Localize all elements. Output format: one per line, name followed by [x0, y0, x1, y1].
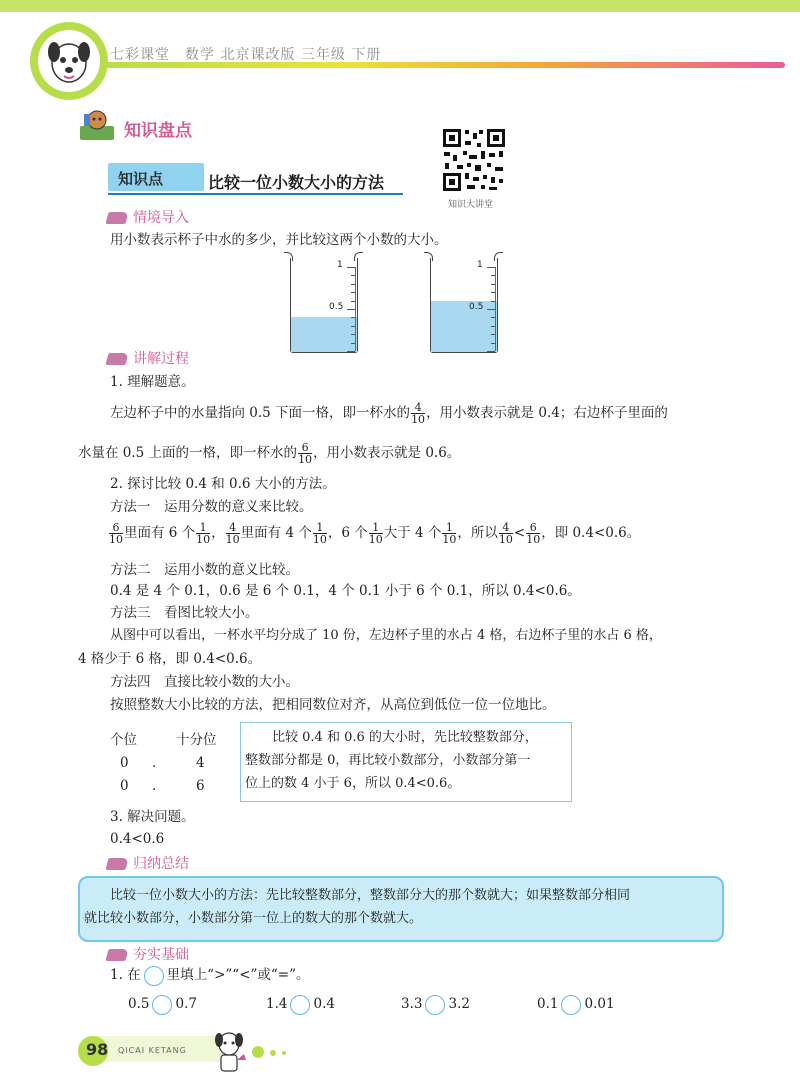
- left-cup-label-mid: 0.5: [329, 302, 344, 312]
- fraction-denominator: 10: [196, 533, 211, 546]
- right-cup-tick: [487, 267, 495, 268]
- fraction-1-10: [196, 522, 210, 545]
- step2: 2. 探讨比较 0.4 和 0.6 大小的方法。: [110, 476, 336, 492]
- footer-dot-medium: [270, 1050, 276, 1056]
- fraction-numerator: 6: [109, 522, 123, 534]
- m1-text: ，即 0.4<0.6。: [541, 525, 641, 541]
- place-header-tenths: 十分位: [176, 732, 217, 748]
- place-row2-ones: 0: [120, 778, 129, 794]
- fraction-4-10: [411, 402, 425, 425]
- left-cup-tick: [351, 343, 355, 344]
- fraction-denominator: 10: [498, 533, 513, 546]
- m1-text: 里面有 4 个: [240, 525, 312, 541]
- fraction-denominator: 10: [109, 533, 123, 546]
- summary-line2: 就比较小数部分，小数部分第一位上的数大的那个数就大。: [84, 911, 423, 926]
- place-row2-tenths: 6: [196, 778, 205, 794]
- m1-text: <: [513, 525, 526, 541]
- m1-text: ，6 个: [327, 525, 368, 541]
- place-header-ones: 个位: [110, 732, 137, 748]
- fraction-1-10: [369, 522, 383, 545]
- fraction-6-10: [298, 442, 312, 465]
- left-cup-tick: [351, 334, 355, 335]
- right-cup-tick: [487, 351, 495, 352]
- m1-text: 大于 4 个: [383, 525, 442, 541]
- fraction-numerator: 1: [313, 522, 327, 534]
- fraction-numerator: 4: [226, 522, 240, 534]
- answer-circle-example: [144, 966, 164, 986]
- method3: 方法三 看图比较大小。: [110, 605, 259, 621]
- practice-right: 0.7: [175, 996, 197, 1012]
- m1-text: ，: [211, 525, 225, 541]
- intro-heading-row: [107, 207, 189, 227]
- right-cup-tick: [487, 309, 495, 310]
- method2-line: 0.4 是 4 个 0.1，0.6 是 6 个 0.1，4 个 0.1 小于 6 个 0.1，所以 0.4<0.6。: [110, 583, 581, 599]
- right-cup: [424, 252, 504, 354]
- method2: 方法二 运用小数的意义比较。: [110, 562, 299, 578]
- fraction-denominator: 10: [526, 533, 541, 546]
- para1-d: ，用小数表示就是 0.6。: [313, 445, 461, 461]
- book-icon: [105, 949, 128, 961]
- q1-prefix: 1. 在: [110, 967, 141, 983]
- qr-caption: 知识大讲堂: [448, 200, 494, 210]
- intro-text: 用小数表示杯子中水的多少，并比较这两个小数的大小。: [110, 232, 448, 248]
- fraction-numerator: 6: [298, 442, 312, 454]
- dog-mascot-icon: [38, 30, 100, 92]
- para1-c: 水量在 0.5 上面的一格，即一杯水的: [78, 445, 298, 461]
- fraction-numerator: 4: [411, 402, 425, 414]
- answer-circle[interactable]: [290, 995, 310, 1015]
- m1-text: ，所以: [457, 525, 498, 541]
- practice-item: [266, 994, 335, 1015]
- fraction-denominator: 10: [368, 533, 383, 546]
- practice-right: 0.4: [313, 996, 335, 1012]
- fraction-numerator: 4: [499, 522, 513, 534]
- right-cup-tick: [491, 334, 495, 335]
- method4: 方法四 直接比较小数的大小。: [110, 674, 299, 690]
- intro-heading: 情境导入: [133, 210, 189, 226]
- method3-line2: 4 格少于 6 格，即 0.4<0.6。: [78, 651, 262, 667]
- fraction-1-10: [442, 522, 456, 545]
- explain-heading-row: [107, 348, 189, 368]
- footer-dot-small: [282, 1051, 286, 1055]
- practice-heading: 夯实基础: [133, 947, 189, 963]
- place-row2-point: .: [152, 778, 157, 794]
- dog-scientist-icon: [210, 1030, 248, 1078]
- practice-left: 0.5: [128, 996, 150, 1012]
- book-icon: [105, 858, 128, 870]
- section-icon: [78, 108, 116, 146]
- summary-heading: 归纳总结: [133, 856, 189, 872]
- para1-a: 左边杯子中的水量指向 0.5 下面一格，即一杯水的: [110, 405, 411, 421]
- left-cup-tick: [351, 292, 355, 293]
- q1-suffix: 里填上“>”“<”或“=”。: [166, 967, 310, 983]
- fraction-numerator: 1: [369, 522, 383, 534]
- left-cup-scale: [355, 267, 356, 351]
- summary-heading-row: [107, 853, 189, 873]
- practice-item: [537, 994, 615, 1015]
- practice-q1: [110, 965, 310, 986]
- fraction-6-10: [109, 522, 123, 545]
- fraction-numerator: 6: [526, 522, 540, 534]
- place-row1-ones: 0: [120, 755, 129, 771]
- left-cup-water: [291, 317, 357, 352]
- fraction-denominator: 10: [225, 533, 240, 546]
- right-cup-tick: [491, 292, 495, 293]
- header-top-strip: [0, 0, 800, 12]
- fraction-6-10: [526, 522, 540, 545]
- left-cup-tick: [347, 309, 355, 310]
- para1-line1: [110, 402, 668, 425]
- answer-circle[interactable]: [561, 995, 581, 1015]
- knowledge-point-tag: 知识点: [118, 170, 164, 188]
- compare-box-line3: 位上的数 4 小于 6，所以 0.4<0.6。: [245, 776, 461, 791]
- m1-text: 里面有 6 个: [124, 525, 196, 541]
- left-cup-tick: [351, 284, 355, 285]
- method3-line1: 从图中可以看出，一杯水平均分成了 10 份，左边杯子里的水占 4 格，右边杯子里的水占 6 格，: [110, 628, 662, 643]
- left-cup-tick: [351, 317, 355, 318]
- right-cup-tick: [491, 317, 495, 318]
- step1: 1. 理解题意。: [110, 374, 195, 390]
- answer-circle[interactable]: [152, 995, 172, 1015]
- right-cup-label-mid: 0.5: [469, 302, 484, 312]
- book-icon: [105, 353, 128, 365]
- right-cup-label-top: 1: [477, 260, 483, 270]
- right-cup-tick: [491, 326, 495, 327]
- answer-circle[interactable]: [425, 995, 445, 1015]
- para1-b: ，用小数表示就是 0.4；右边杯子里面的: [426, 405, 668, 421]
- step3: 3. 解决问题。: [110, 809, 195, 825]
- fraction-numerator: 1: [196, 522, 210, 534]
- practice-item: [128, 994, 197, 1015]
- explain-heading: 讲解过程: [133, 351, 189, 367]
- header-title: 七彩课堂 数学 北京课改版 三年级 下册: [110, 47, 382, 63]
- page-number: 98: [86, 1040, 109, 1059]
- fraction-denominator: 10: [411, 413, 426, 426]
- practice-right: 0.01: [584, 996, 615, 1012]
- knowledge-point-underline: [108, 193, 403, 195]
- left-cup-body: [290, 258, 358, 353]
- place-row1-point: .: [152, 755, 157, 771]
- right-cup-scale: [495, 267, 496, 351]
- fraction-4-10: [226, 522, 240, 545]
- knowledge-point-title: 比较一位小数大小的方法: [208, 173, 385, 192]
- left-cup-tick: [347, 267, 355, 268]
- compare-box-line2: 整数部分都是 0，再比较小数部分，小数部分第一: [245, 753, 531, 768]
- fraction-denominator: 10: [298, 453, 313, 466]
- right-cup-tick: [491, 301, 495, 302]
- method4-line: 按照整数大小比较的方法，把相同数位对齐，从高位到低位一位一位地比。: [110, 697, 556, 713]
- practice-heading-row: [107, 944, 189, 964]
- left-cup-label-top: 1: [337, 260, 343, 270]
- qr-code-icon[interactable]: [441, 127, 507, 193]
- left-cup-tick: [351, 326, 355, 327]
- fraction-denominator: 10: [312, 533, 327, 546]
- place-row1-tenths: 4: [196, 755, 205, 771]
- fraction-1-10: [313, 522, 327, 545]
- right-cup-tick: [491, 275, 495, 276]
- fraction-4-10: [499, 522, 513, 545]
- footer-brand: QICAI KETANG: [118, 1046, 187, 1055]
- right-cup-body: [430, 258, 498, 353]
- practice-left: 1.4: [266, 996, 288, 1012]
- left-cup-tick: [351, 275, 355, 276]
- practice-left: 0.1: [537, 996, 559, 1012]
- book-icon: [105, 212, 128, 224]
- practice-right: 3.2: [448, 996, 470, 1012]
- answer: 0.4<0.6: [110, 831, 165, 847]
- fraction-denominator: 10: [442, 533, 457, 546]
- footer-dot-large: [252, 1046, 264, 1058]
- practice-left: 3.3: [401, 996, 423, 1012]
- right-cup-tick: [491, 343, 495, 344]
- left-cup-tick: [347, 351, 355, 352]
- practice-item: [401, 994, 470, 1015]
- para1-line2: [78, 442, 460, 465]
- method1-line: [108, 522, 640, 545]
- method1: 方法一 运用分数的意义来比较。: [110, 499, 313, 515]
- section-title: 知识盘点: [124, 121, 192, 141]
- fraction-numerator: 1: [442, 522, 456, 534]
- left-cup: [284, 252, 364, 354]
- left-cup-tick: [351, 301, 355, 302]
- right-cup-tick: [491, 284, 495, 285]
- compare-box-line1: 比较 0.4 和 0.6 的大小时，先比较整数部分，: [272, 730, 538, 745]
- summary-line1: 比较一位小数大小的方法：先比较整数部分，整数部分大的那个数就大；如果整数部分相同: [110, 888, 631, 903]
